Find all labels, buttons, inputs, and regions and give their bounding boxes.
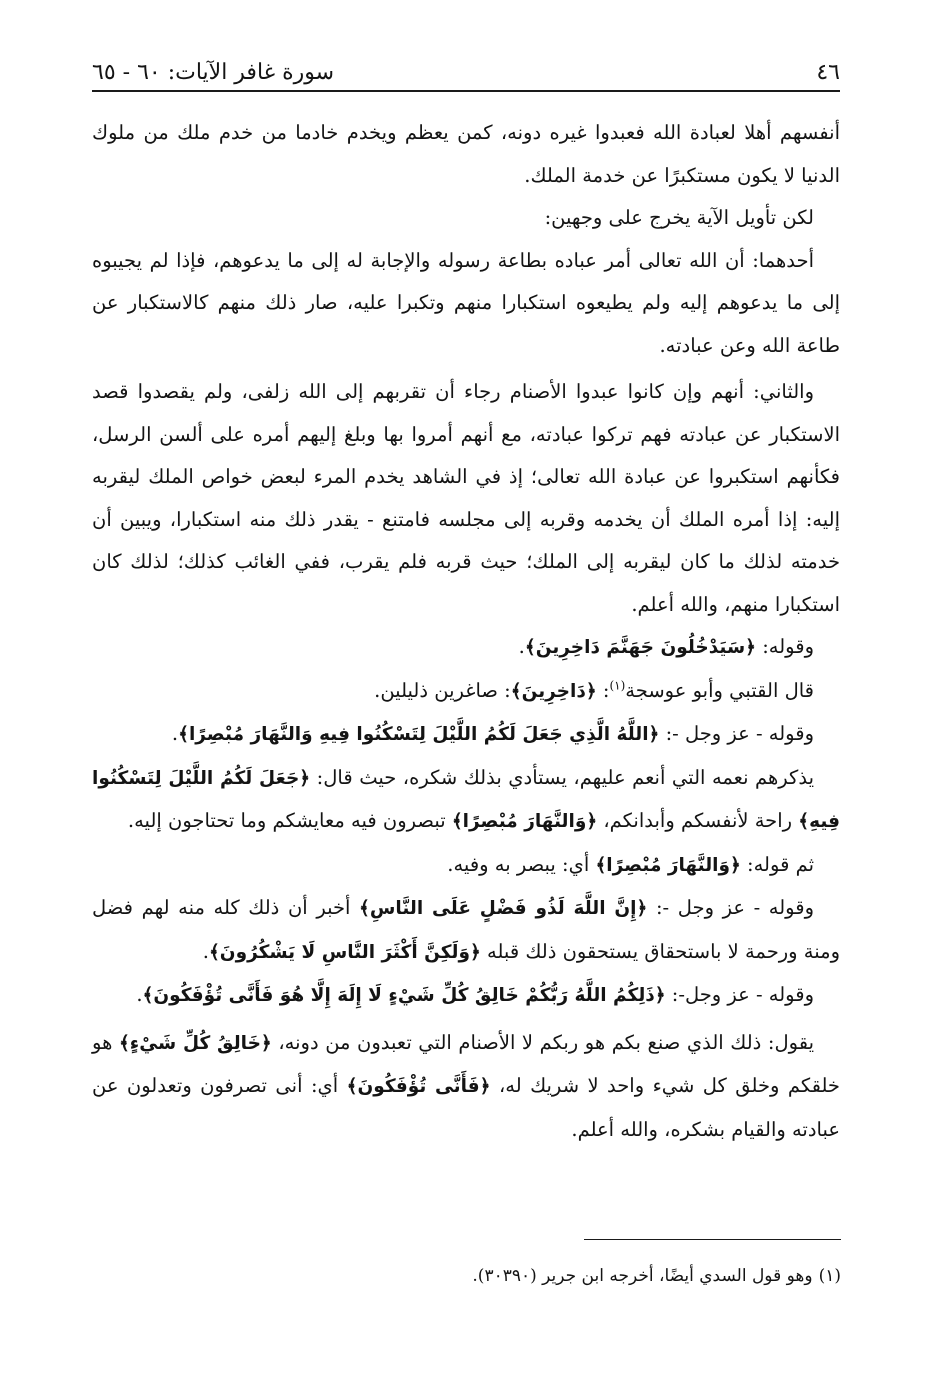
text-run: . <box>518 635 525 658</box>
text-run: وقوله - عز وجل -: <box>659 722 814 745</box>
footnote-number: (١) <box>818 1266 841 1286</box>
text-run: . <box>202 939 209 963</box>
footnote-divider <box>584 1239 841 1240</box>
paragraph <box>92 371 840 626</box>
quran-verse: ﴿وَالنَّهَارَ مُبْصِرًا﴾ <box>451 811 598 832</box>
text-run: : <box>596 678 610 702</box>
text-run: وقوله - عز وجل-: <box>665 983 814 1006</box>
text-run: أي: يبصر به وفيه. <box>447 852 596 876</box>
paragraph <box>92 670 840 714</box>
text-run: تبصرون فيه معايشكم وما تحتاجون إليه. <box>127 809 452 832</box>
paragraph <box>92 757 840 844</box>
text-run: . <box>171 722 179 745</box>
footnote-reference: (١) <box>609 678 626 692</box>
text-run: أحدهما: أن الله تعالى أمر عباده بطاعة رسوله والإجابة له إلى ما يدعوهم، فإذا لم يجيبوه إلى ما يدعوهم إليه ولم يطيعوه استكبارا منهم وتكبرا عليه، صار ذلك منهم كالاستكبار عن طاعة الله وعن عبادته. <box>92 248 840 357</box>
text-run: والثاني: أنهم وإن كانوا عبدوا الأصنام رجاء أن تقربهم إلى الله زلفى، ولم يقصدوا قصد الاستكبار عن عبادته فهم تركوا عبادته، مع أنهم أمروا بها وبلغ إليهم أمره على ألسن الرسل، فكأنهم استكبروا عن عبادة الله تعالى؛ إذ في الشاهد يخدم المرء لبعض خواص الملك ليقربه إليه: إذا أمره الملك أن يخدمه وقربه إلى مجلسه فامتنع - يقدر ذلك منه استكبارا، ويبين أن خدمته لذلك ما كان ليقربه إلى الملك؛ حيث قربه فلم يقرب، ففي الغائب كذلك؛ لذلك كان استكبارا منهم، والله أعلم. <box>92 380 840 616</box>
quran-verse: ﴿وَلَكِنَّ أَكْثَرَ النَّاسِ لَا يَشْكُرُونَ﴾ <box>208 941 481 963</box>
text-run: يذكرهم نعمه التي أنعم عليهم، يستأدي بذلك شكره، حيث قال: <box>310 765 815 789</box>
text-run: هو خلقكم وخلق كل شيء واحد لا شريك له، <box>92 1030 840 1097</box>
quran-verse: ﴿دَاخِرِينَ﴾ <box>510 680 597 702</box>
quran-verse: ﴿خَالِقُ كُلِّ شَيْءٍ﴾ <box>118 1032 272 1054</box>
text-run: يقول: ذلك الذي صنع بكم هو ربكم لا الأصنام التي تعبدون من دونه، <box>271 1030 814 1054</box>
text-run: : صاغرين ذليلين. <box>374 678 511 702</box>
page-header <box>92 56 840 92</box>
text-run: . <box>136 983 143 1006</box>
text-run: وقوله: <box>756 635 814 658</box>
paragraph <box>92 626 840 670</box>
footnote-text: وهو قول السدي أيضًا، أخرجه ابن جرير (٣٠٣٩٠). <box>472 1266 813 1286</box>
text-run: راحة لأنفسكم وأبدانكم، <box>597 809 799 832</box>
paragraph <box>92 112 840 197</box>
main-text <box>92 112 840 1151</box>
text-run: وقوله - عز وجل -: <box>647 896 814 919</box>
text-run: أي: أنى تصرفون وتعدلون عن عبادته والقيام بشكره، والله أعلم. <box>92 1074 840 1141</box>
quran-verse: ﴿جَعَلَ لَكُمُ اللَّيْلَ لِتَسْكُنُوا فِيهِ﴾ <box>92 767 840 832</box>
paragraph <box>92 197 840 240</box>
quran-verse: ﴿إِنَّ اللَّهَ لَذُو فَضْلٍ عَلَى النَّاسِ﴾ <box>359 898 648 919</box>
quran-verse: ﴿فَأَنَّى تُؤْفَكُونَ﴾ <box>346 1076 491 1097</box>
quran-verse: ﴿اللَّهُ الَّذِي جَعَلَ لَكُمُ اللَّيْلَ لِتَسْكُنُوا فِيهِ وَالنَّهَارَ مُبْصِرًا﴾ <box>178 724 660 745</box>
quran-verse: ﴿ذَلِكُمُ اللَّهُ رَبُّكُمْ خَالِقُ كُلِّ شَيْءٍ لَا إِلَهَ إِلَّا هُوَ فَأَنَّى تُؤْفَكُونَ﴾ <box>142 985 666 1006</box>
paragraph <box>92 844 840 888</box>
page-number: ٤٦ <box>816 60 840 85</box>
paragraph <box>92 240 840 368</box>
paragraph <box>92 974 840 1018</box>
paragraph <box>92 887 840 974</box>
paragraph <box>92 713 840 757</box>
text-run: قال القتبي وأبو عوسجة <box>625 678 814 702</box>
footnote <box>101 1262 841 1290</box>
paragraph <box>92 1022 840 1152</box>
quran-verse: ﴿وَالنَّهَارَ مُبْصِرًا﴾ <box>595 854 741 876</box>
text-run: لكن تأويل الآية يخرج على وجهين: <box>544 206 814 229</box>
quran-verse: ﴿سَيَدْخُلُونَ جَهَنَّمَ دَاخِرِينَ﴾ <box>524 637 757 658</box>
text-run: ثم قوله: <box>740 852 814 876</box>
running-head: سورة غافر الآيات: ٦٠ - ٦٥ <box>92 60 335 85</box>
text-run: أخبر أن ذلك كله منه لهم فضل ومنة ورحمة لا باستحقاق يستحقون ذلك قبله <box>92 896 840 963</box>
text-run: أنفسهم أهلا لعبادة الله فعبدوا غيره دونه، كمن يعظم ويخدم خادما من خدم ملك من ملوك الدنيا لا يكون مستكبرًا عن خدمة الملك. <box>92 121 840 187</box>
